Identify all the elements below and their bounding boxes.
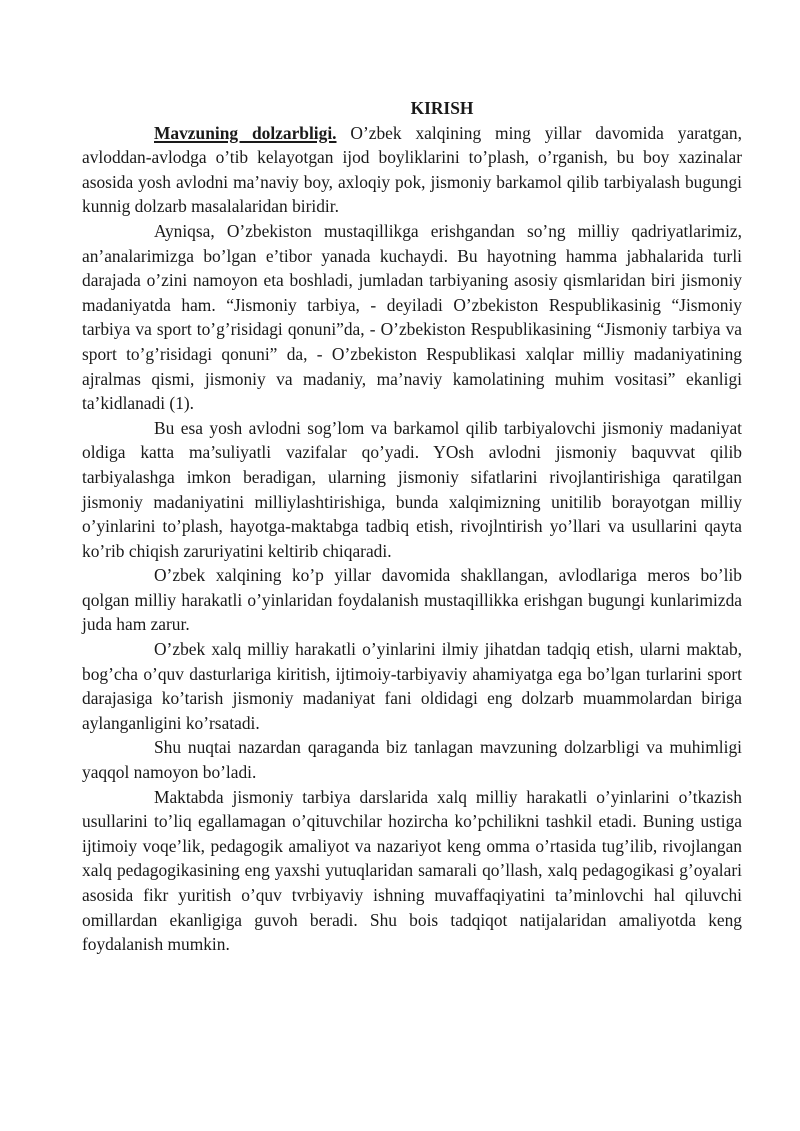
paragraph-7: Maktabda jismoniy tarbiya darslarida xalq milliy harakatli o’yinlarini o’tkazish usullarini to’liq egallamagan o’qituvchilar hozircha ko’pchilikni tashkil etadi. Buning ustiga ijtimoiy voqe’lik, pedagogik amaliyot va nazariyot keng omma o’rtasida tug’ilib, rivojlangan xalq pedagogikasining eng yaxshi yutuqlaridan samarali qo’llash, xalq pedagogikasi g’oyalari asosida fikr yuritish o’quv tvrbiyaviy ishning muvaffaqiyatini ta’minlovchi hal qiluvchi omillardan ekanligiga guvoh beradi. Shu bois tadqiqot natijalaridan amaliyotda keng foydalanish mumkin.: [82, 786, 742, 955]
paragraph-1-text: O’zbek xalqining ming yillar davomida yaratgan, avloddan-avlodga o’tib kelayotgan ijod boyliklarini to’plash, o’rganish, bu boy xazinalar asosida yosh avlodni ma’naviy boy, axloqiy pok, jismoniy barkamol qilib tarbiyalash bugungi kunnig dolzarb masalalaridan biridir.: [82, 122, 742, 217]
paragraph-1: [82, 121, 742, 219]
paragraph-2: Ayniqsa, O’zbekiston mustaqillikga erishgandan so’ng milliy qadriyatlarimiz, an’analarimizga bo’lgan e’tibor yanada kuchaydi. Bu hayotning hamma jabhalarida turli darajada o’zini namoyon eta boshladi, jumladan tarbiyaning asosiy qismlaridan biri jismoniy madaniyatda ham. “Jismoniy tarbiya, - deyiladi O’zbekiston Respublikasinig “Jismoniy tarbiya va sport to’g’risidagi qonuni”da, - O’zbekiston Respublikasining “Jismoniy tarbiya va sport to’g’risidagi qonuni” da, - O’zbekiston Respublikasi xalqlar milliy madaniyatining ajralmas qismi, jismoniy va madaniy, ma’naviy kamolatining muhim vositasi” ekanligi ta’kidlanadi (1).: [82, 220, 742, 414]
paragraph-6: Shu nuqtai nazardan qaraganda biz tanlagan mavzuning dolzarbligi va muhimligi yaqqol namoyon bo’ladi.: [82, 737, 742, 783]
section-heading: KIRISH: [410, 98, 474, 118]
paragraph-3: Bu esa yosh avlodni sog’lom va barkamol qilib tarbiyalovchi jismoniy madaniyat oldiga katta ma’suliyatli vazifalar qo’yadi. YOsh avlodni jismoniy baquvvat qilib tarbiyalashga imkon beradigan, ularning jismoniy sifatlarini rivojlantirishiga qaratilgan jismoniy madaniyatini milliylashtirishiga, bunda xalqimizning unitilib borayotgan milliy o’yinlarini to’plash, hayotga-maktabga tadbiq etish, rivojlntirish yo’llari va usullarini qayta ko’rib chiqish zaruriyatini keltirib chiqaradi.: [82, 417, 742, 561]
paragraph-5: O’zbek xalq milliy harakatli o’yinlarini ilmiy jihatdan tadqiq etish, ularni maktab, bog’cha o’quv dasturlariga kiritish, ijtimoiy-tarbiyaviy ahamiyatga ega bo’lgan turlarini sport darajasiga ko’tarish jismoniy madaniyat fani oldidagi eng dolzarb muammolardan biriga aylanganligini ko’rsatadi.: [82, 639, 742, 733]
paragraph-4: O’zbek xalqining ko’p yillar davomida shakllangan, avlodlariga meros bo’lib qolgan milliy harakatli o’yinlaridan foydalanish mustaqillikka erishgan bugungi kunlarimizda juda ham zarur.: [82, 565, 742, 635]
lead-label: Mavzuning dolzarbligi.: [154, 122, 337, 143]
document-body: [82, 96, 742, 957]
